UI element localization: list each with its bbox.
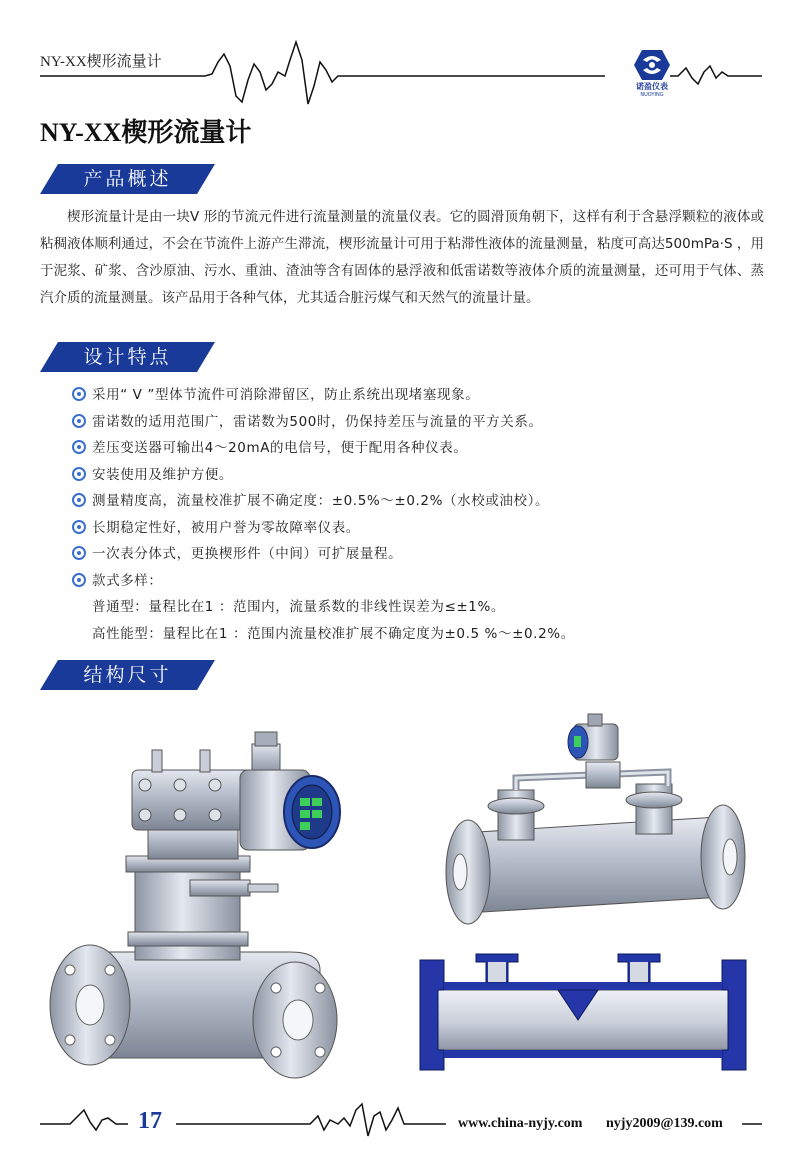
- section-banner-overview: [40, 164, 215, 194]
- bullet-icon: [72, 467, 86, 481]
- bullet-icon: [72, 440, 86, 454]
- footer-email-link[interactable]: nyjy2009@139.com: [606, 1116, 723, 1131]
- feature-item: 雷诺数的适用范围广，雷诺数为500时，仍保持差压与流量的平方关系。: [72, 409, 772, 436]
- feature-item: 测量精度高，流量校准扩展不确定度：±0.5%～±0.2%（水校或油校）。: [72, 488, 772, 515]
- company-logo-icon: [633, 48, 671, 82]
- feature-item: 安装使用及维护方便。: [72, 462, 772, 489]
- flowmeter-with-transmitter-illustration: [438, 712, 748, 937]
- bullet-icon: [72, 546, 86, 560]
- feature-sub-item-high-performance: 高性能型：量程比在1 ：范围内流量校准扩展不确定度为±0.5 %～±0.2%。: [92, 625, 575, 642]
- header-wave-line: [0, 0, 800, 110]
- bullet-icon: [72, 520, 86, 534]
- footer-website-link[interactable]: www.china-nyjy.com: [458, 1116, 583, 1131]
- logo-text: 诺盈仪表: [636, 82, 668, 91]
- page-title: NY-XX楔形流量计: [40, 118, 252, 147]
- flowmeter-assembly-illustration: [40, 720, 370, 1090]
- feature-list: [72, 382, 772, 647]
- overview-paragraph: [40, 204, 764, 312]
- feature-item: 一次表分体式，更换楔形件（中间）可扩展量程。: [72, 541, 772, 568]
- bullet-icon: [72, 414, 86, 428]
- page-number: 17: [138, 1108, 162, 1134]
- header-title: NY-XX楔形流量计: [40, 54, 162, 70]
- section-title-overview: 产品概述: [83, 168, 172, 190]
- section-title-features: 设计特点: [83, 346, 172, 368]
- section-banner-structure: [40, 660, 215, 690]
- feature-item: 款式多样：: [72, 568, 772, 595]
- feature-item: 差压变送器可输出4～20mA的电信号，便于配用各种仪表。: [72, 435, 772, 462]
- section-banner-features: [40, 342, 215, 372]
- section-title-structure: 结构尺寸: [83, 664, 172, 686]
- bullet-icon: [72, 573, 86, 587]
- bullet-icon: [72, 493, 86, 507]
- overview-text: 楔形流量计是由一块V 形的节流元件进行流量测量的流量仪表。它的圆滑顶角朝下，这样有利于含悬浮颗粒的液体或粘稠液体顺利通过，不会在节流件上游产生滞流，楔形流量计可用于粘滞性液体的流量测量，粘度可高达500mPa·S ，用于泥浆、矿浆、含沙原油、污水、重油、渣油等含有固体的悬浮液和低雷诺数等液体介质的流量测量，还可用于气体、蒸汽介质的流量测量。该产品用于各种气体，尤其适合脏污煤气和天然气的流量计量。: [40, 209, 764, 306]
- bullet-icon: [72, 387, 86, 401]
- feature-item: 采用“ V ”型体节流件可消除滞留区，防止系统出现堵塞现象。: [72, 382, 772, 409]
- logo-subtext: NUOYING: [640, 92, 664, 98]
- feature-sub-item-standard: 普通型：量程比在1 ：范围内，流量系数的非线性误差为≤±1%。: [92, 599, 506, 615]
- flowmeter-cutaway-illustration: [418, 950, 748, 1075]
- feature-item: 长期稳定性好，被用户誉为零故障率仪表。: [72, 515, 772, 542]
